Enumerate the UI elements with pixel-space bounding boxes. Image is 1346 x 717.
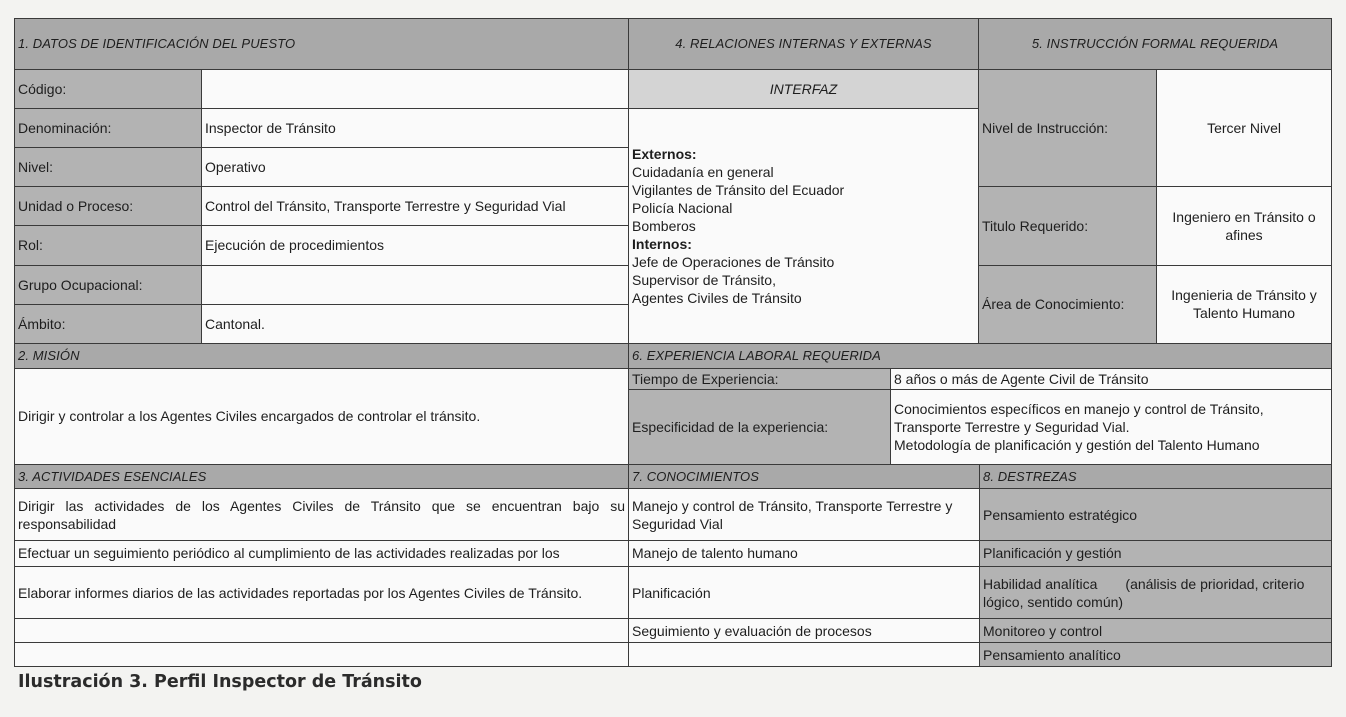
interfaz-header: INTERFAZ (629, 69, 979, 108)
field-value-unidad: Control del Tránsito, Transporte Terrestre y Seguridad Vial (202, 187, 629, 226)
field-label-nivel: Nivel: (15, 147, 202, 186)
field-value-nivel: Operativo (202, 147, 629, 186)
destreza-item: Pensamiento estratégico (980, 489, 1332, 541)
actividad-item: Dirigir las actividades de los Agentes Civiles de Tránsito que se encuentran bajo su responsabilidad (15, 489, 629, 541)
destreza-detail: (análisis de prioridad, criterio lógico, sentido común) (983, 575, 1305, 610)
especificidad-line: Metodología de planificación y gestión del Talento Humano (894, 437, 1260, 454)
section-header-relaciones: 4. RELACIONES INTERNAS Y EXTERNAS (629, 19, 979, 70)
conocimiento-item: Seguimiento y evaluación de procesos (629, 619, 980, 643)
destreza-item: Monitoreo y control (980, 619, 1332, 643)
interno-item: Supervisor de Tránsito, (632, 271, 776, 288)
actividad-item: Efectuar un seguimiento periódico al cumplimiento de las actividades realizadas por los (15, 540, 629, 566)
section-header-actividades: 3. ACTIVIDADES ESENCIALES (15, 464, 629, 489)
instruccion-value-titulo: Ingeniero en Tránsito o afines (1157, 187, 1332, 265)
especificidad-line: Conocimientos específicos en manejo y control de Tránsito, (894, 401, 1264, 418)
field-label-denominacion: Denominación: (15, 108, 202, 147)
instruccion-value-nivel: Tercer Nivel (1157, 69, 1332, 187)
section-header-identificacion: 1. DATOS DE IDENTIFICACIÓN DEL PUESTO (15, 19, 629, 70)
destreza-item: Planificación y gestión (980, 540, 1332, 566)
destreza-item: Pensamiento analítico (980, 643, 1332, 667)
destreza-main: Habilidad analítica (983, 575, 1098, 592)
section-header-instruccion: 5. INSTRUCCIÓN FORMAL REQUERIDA (979, 19, 1332, 70)
externo-item: Policía Nacional (632, 199, 733, 216)
field-label-ambito: Ámbito: (15, 304, 202, 343)
conocimiento-item (629, 643, 980, 667)
interno-item: Agentes Civiles de Tránsito (632, 289, 802, 306)
externo-item: Cuidadanía en general (632, 163, 774, 180)
section-header-experiencia: 6. EXPERIENCIA LABORAL REQUERIDA (629, 343, 1332, 368)
experiencia-label-especificidad: Especificidad de la experiencia: (629, 390, 891, 464)
field-label-unidad: Unidad o Proceso: (15, 187, 202, 226)
field-label-grupo: Grupo Ocupacional: (15, 265, 202, 304)
actividad-item (15, 619, 629, 643)
especificidad-line: Transporte Terrestre y Seguridad Vial. (894, 419, 1130, 436)
experiencia-value-tiempo: 8 años o más de Agente Civil de Tránsito (891, 368, 1332, 390)
figure-caption: Ilustración 3. Perfil Inspector de Tránsito (18, 672, 422, 692)
section-header-destrezas: 8. DESTREZAS (980, 464, 1332, 489)
instruccion-label-area: Área de Conocimiento: (979, 265, 1157, 343)
interno-item: Jefe de Operaciones de Tránsito (632, 253, 835, 270)
instruccion-label-nivel: Nivel de Instrucción: (979, 69, 1157, 187)
externo-item: Bomberos (632, 217, 696, 234)
field-label-codigo: Código: (15, 69, 202, 108)
instruccion-label-titulo: Titulo Requerido: (979, 187, 1157, 265)
experiencia-value-especificidad (891, 390, 1332, 464)
externos-label: Externos: (632, 145, 697, 162)
conocimiento-item: Manejo y control de Tránsito, Transporte Terrestre y Seguridad Vial (629, 489, 980, 541)
destreza-item (980, 566, 1332, 619)
job-profile-table (14, 18, 1332, 667)
externo-item: Vigilantes de Tránsito del Ecuador (632, 181, 845, 198)
field-label-rol: Rol: (15, 226, 202, 265)
relaciones-list (629, 108, 979, 343)
mision-text: Dirigir y controlar a los Agentes Civiles encargados de controlar el tránsito. (15, 368, 629, 464)
instruccion-value-area: Ingenieria de Tránsito y Talento Humano (1157, 265, 1332, 343)
conocimiento-item: Manejo de talento humano (629, 540, 980, 566)
conocimiento-item: Planificación (629, 566, 980, 619)
experiencia-label-tiempo: Tiempo de Experiencia: (629, 368, 891, 390)
field-value-codigo (202, 69, 629, 108)
section-header-mision: 2. MISIÓN (15, 343, 629, 368)
section-header-conocimientos: 7. CONOCIMIENTOS (629, 464, 980, 489)
field-value-ambito: Cantonal. (202, 304, 629, 343)
internos-label: Internos: (632, 235, 692, 252)
actividad-item: Elaborar informes diarios de las actividades reportadas por los Agentes Civiles de Tránsito. (15, 566, 629, 619)
actividad-item (15, 643, 629, 667)
field-value-grupo (202, 265, 629, 304)
field-value-rol: Ejecución de procedimientos (202, 226, 629, 265)
field-value-denominacion: Inspector de Tránsito (202, 108, 629, 147)
